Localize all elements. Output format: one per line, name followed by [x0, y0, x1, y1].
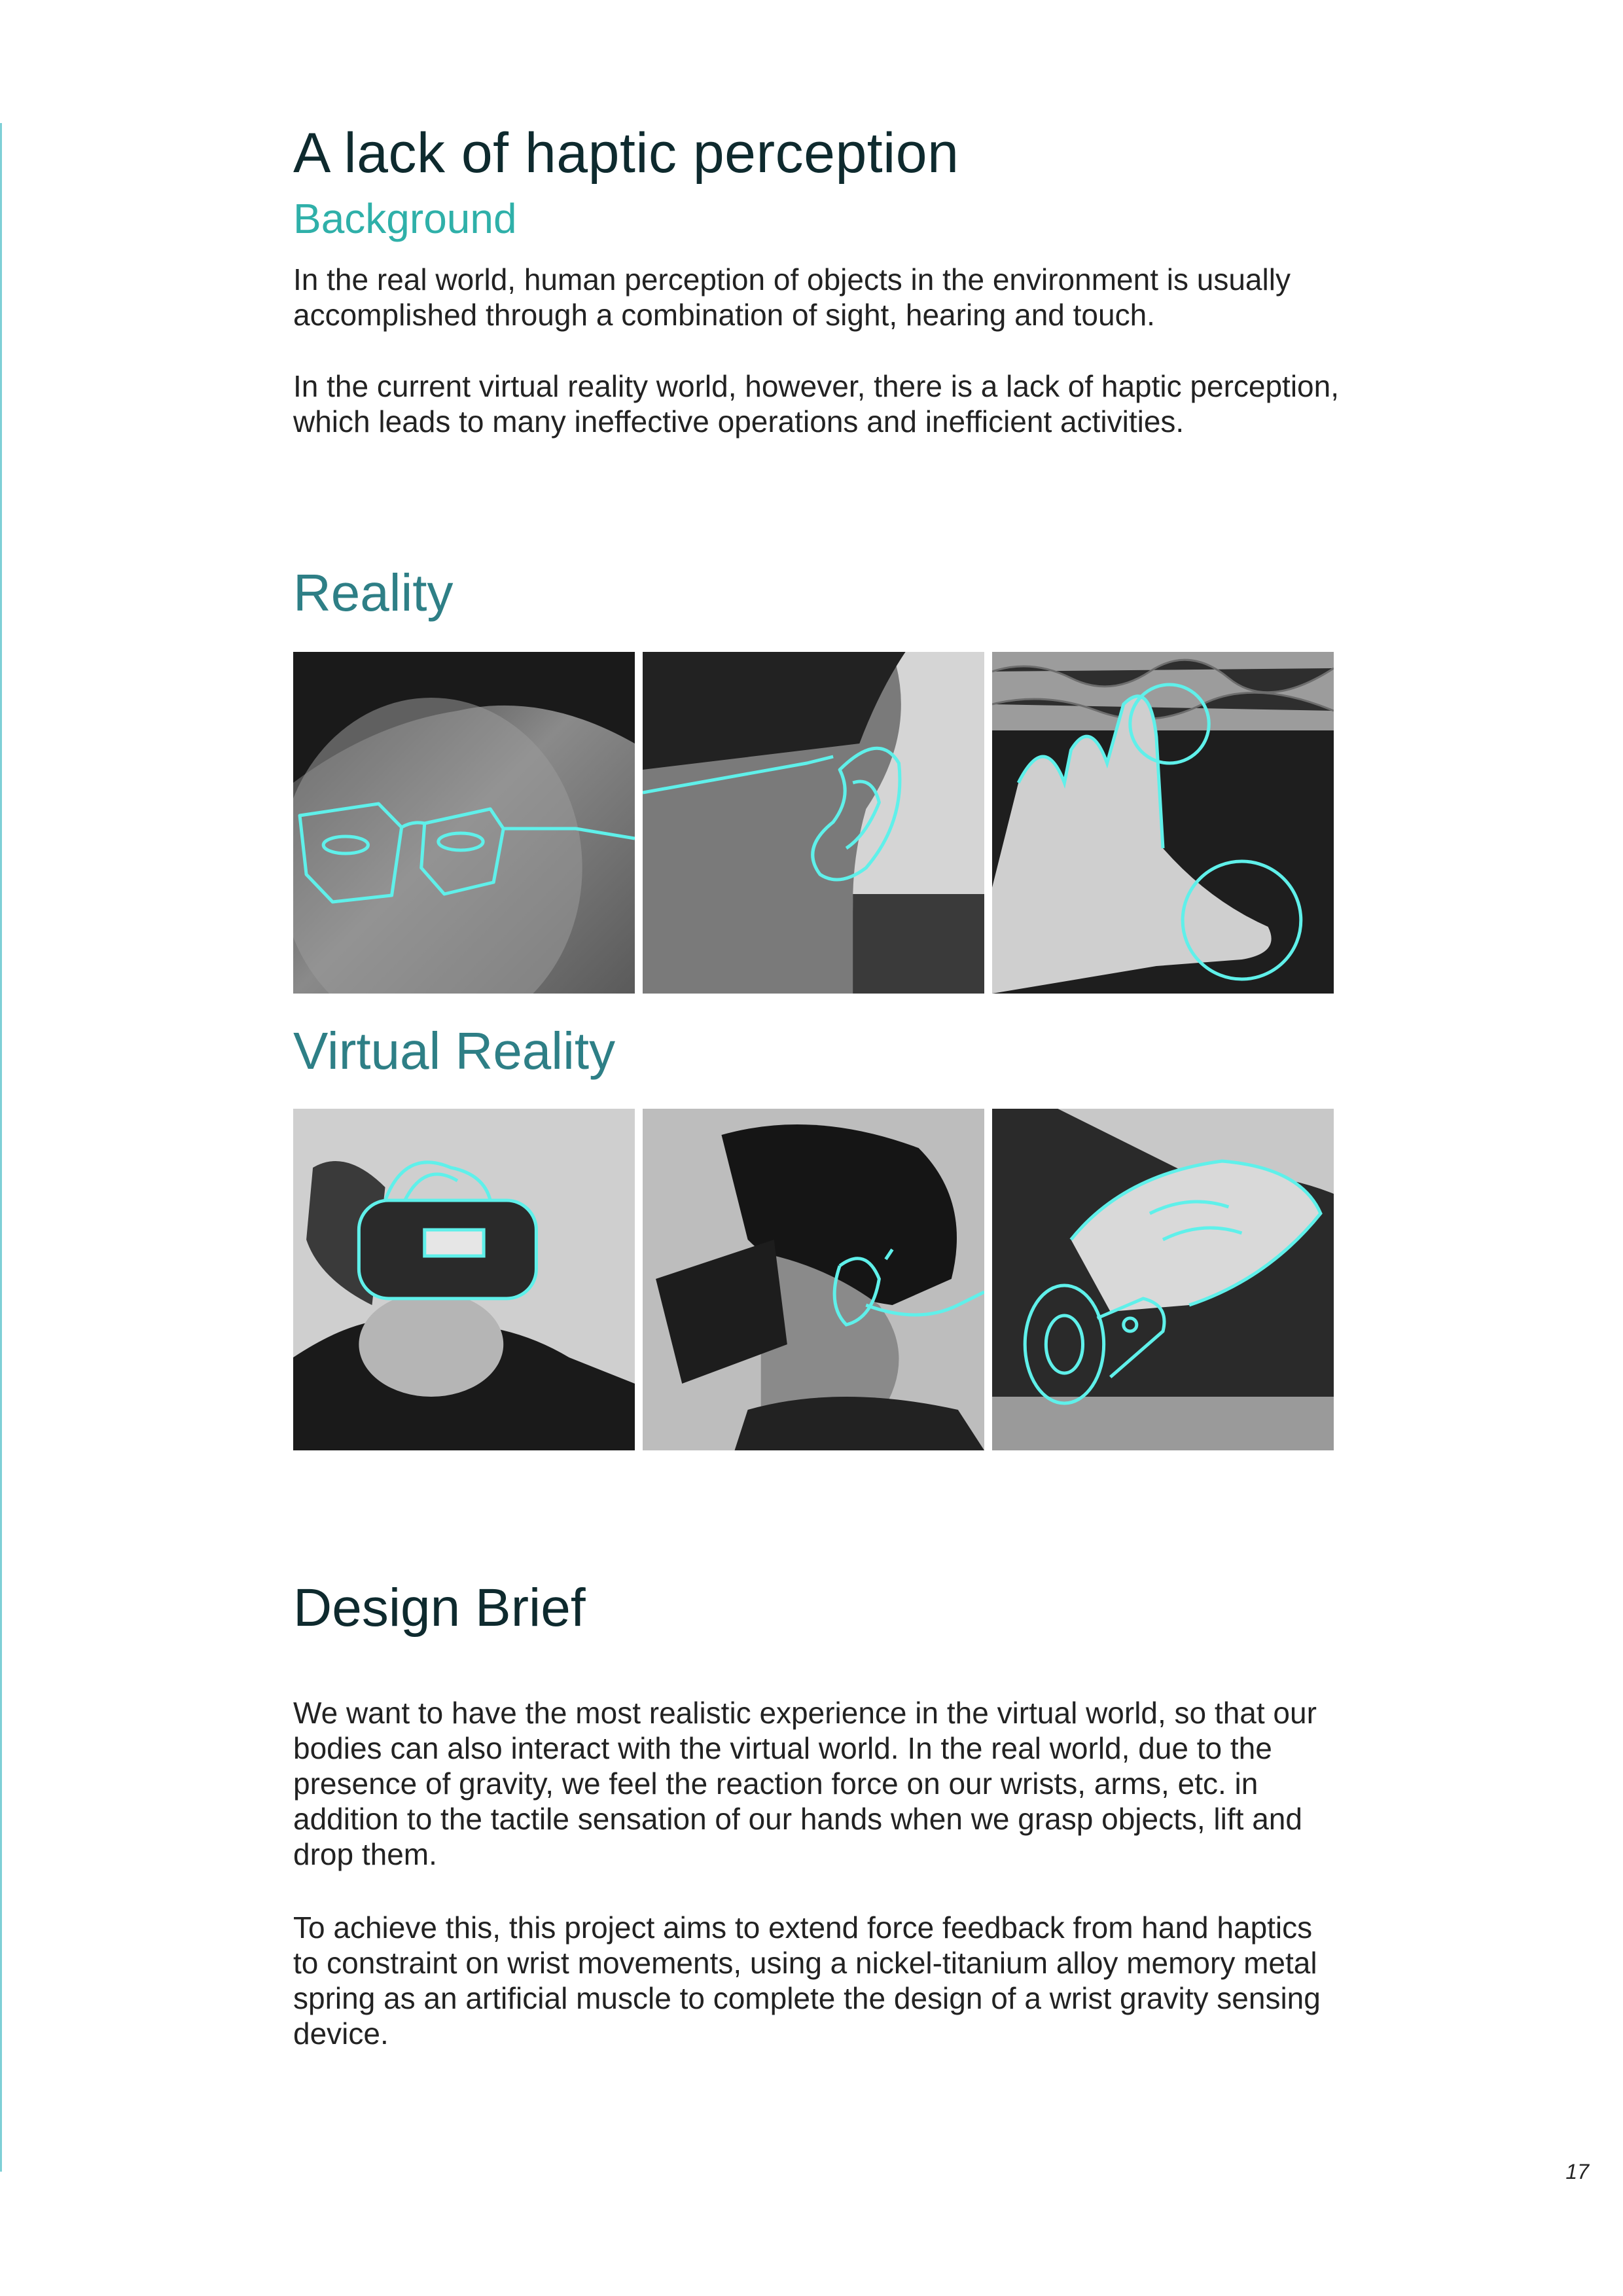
vr-photo-row: [293, 1109, 1334, 1450]
background-paragraph-2: In the current virtual reality world, however, there is a lack of haptic perception, which leads to many ineffective operations and inefficient activities.: [293, 369, 1340, 439]
side-rule: [0, 123, 2, 2172]
virtual-reality-heading: Virtual Reality: [293, 1022, 616, 1080]
reality-heading: Reality: [293, 564, 454, 622]
reality-photo-row: [293, 652, 1334, 994]
design-brief-paragraph-2: To achieve this, this project aims to extend force feedback from hand haptics to constraint on wrist movements, using a nickel-titanium alloy memory metal spring as an artificial muscle to complete the design of a wrist gravity sensing device.: [293, 1910, 1321, 2051]
background-subtitle: Background: [293, 195, 517, 242]
ear-hearing-photo: [643, 652, 984, 994]
page-number: 17: [1565, 2160, 1589, 2183]
design-brief-paragraph-1: We want to have the most realistic experience in the virtual world, so that our bodies can also interact with the virtual world. In the real world, due to the presence of gravity, we feel the reaction force on our wrists, arms, etc. in addition to the tactile sensation of our hands when we grasp objects, lift and drop them.: [293, 1696, 1317, 1871]
vr-controller-hand-photo: [992, 1109, 1334, 1450]
vr-headset-front-photo: [293, 1109, 635, 1450]
background-paragraph-1: In the real world, human perception of objects in the environment is usually accomplished through a combination of sight, hearing and touch.: [293, 262, 1291, 332]
vr-headset-side-photo: [643, 1109, 984, 1450]
face-with-glasses-sight-photo: [293, 652, 635, 994]
page-title: A lack of haptic perception: [293, 122, 959, 185]
hand-touch-photo: [992, 652, 1334, 994]
design-brief-heading: Design Brief: [293, 1578, 586, 1638]
